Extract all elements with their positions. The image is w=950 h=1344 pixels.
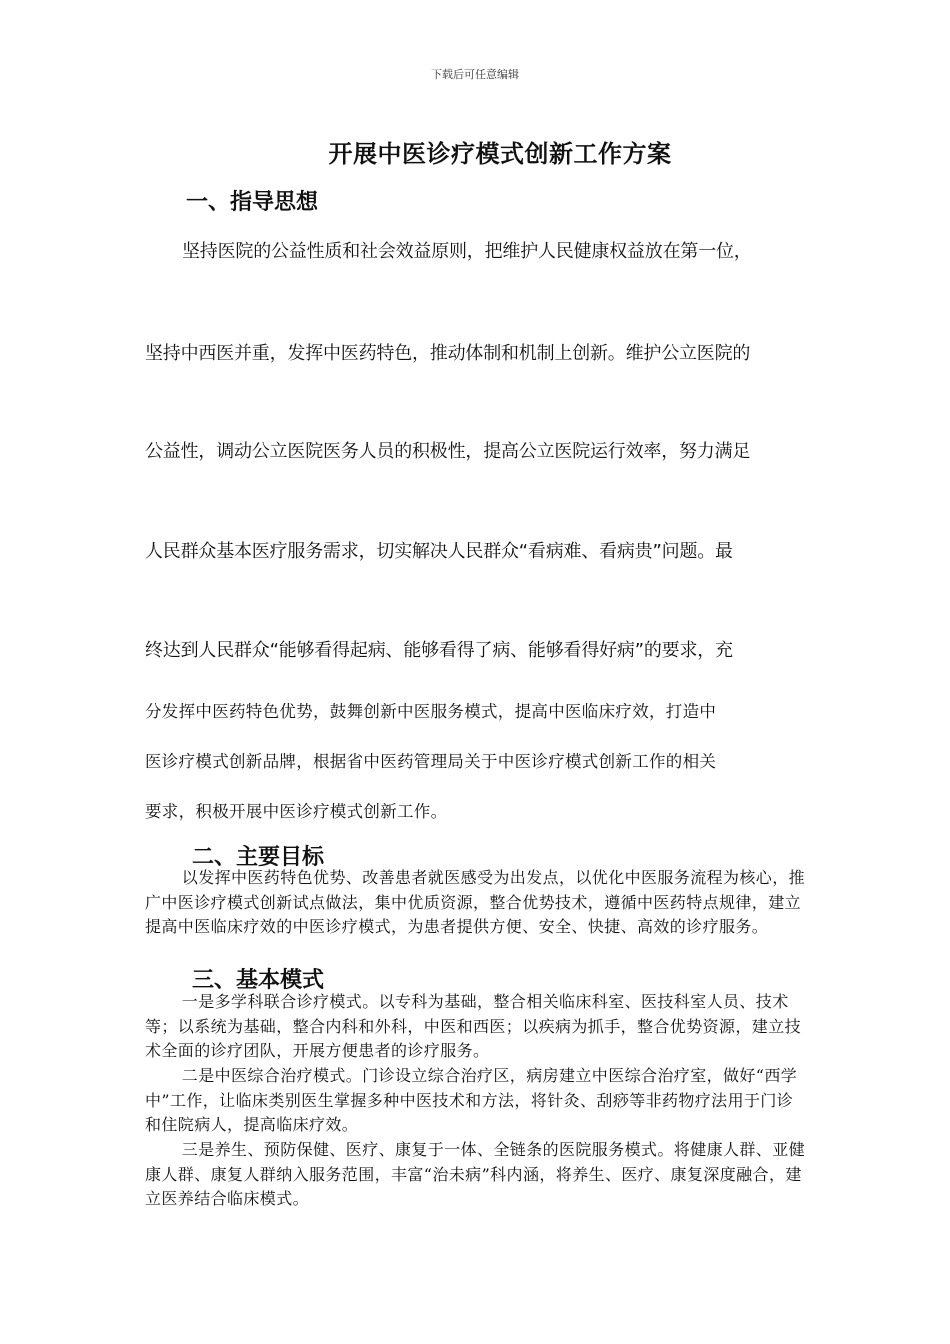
paragraph-mode-tcm-comprehensive: 二是中医综合治疗模式。门诊设立综合治疗区，病房建立中医综合治疗室，做好“西学中”工作，让临床类别医生掌握多种中医技术和方法，将针灸、刮痧等非药物疗法用于门诊和住院病人，提高临床疗效。 (145, 1066, 798, 1134)
section-heading-main-goals: 二、主要目标 (192, 845, 325, 870)
text-line: 医诊疗模式创新品牌，根据省中医药管理局关于中医诊疗模式创新工作的相关 (145, 752, 717, 771)
header-note: 下载后可任意编辑 (431, 68, 519, 81)
text-line: 坚持中西医并重，发挥中医药特色，推动体制和机制上创新。维护公立医院的 (145, 343, 751, 364)
section-heading-guiding-ideology: 一、指导思想 (186, 190, 319, 215)
paragraph-mode-multidisciplinary: 一是多学科联合诊疗模式。以专科为基础，整合相关临床科室、医技科室人员、技术等；以系统为基础，整合内科和外科，中医和西医；以疾病为抓手，整合优势资源，建立技术全面的诊疗团队，开展方便患者的诊疗服务。 (145, 992, 802, 1060)
text-line: 坚持医院的公益性质和社会效益原则，把维护人民健康权益放在第一位， (182, 241, 752, 262)
text-line: 要求，积极开展中医诊疗模式创新工作。 (145, 802, 448, 821)
document-title: 开展中医诊疗模式创新工作方案 (328, 140, 672, 168)
section-heading-basic-modes: 三、基本模式 (192, 968, 325, 993)
paragraph-mode-health-chain: 三是养生、预防保健、医疗、康复于一体、全链条的医院服务模式。将健康人群、亚健康人群、康复人群纳入服务范围，丰富“治未病”科内涵，将养生、医疗、康复深度融合，建立医养结合临床模式。 (145, 1140, 805, 1208)
text-line: 公益性，调动公立医院医务人员的积极性，提高公立医院运行效率，努力满足 (145, 441, 751, 462)
text-line: 人民群众基本医疗服务需求，切实解决人民群众“看病难、看病贵”问题。最 (145, 541, 733, 562)
text-line: 分发挥中医药特色优势，鼓舞创新中医服务模式，提高中医临床疗效，打造中 (145, 702, 717, 721)
text-line: 终达到人民群众“能够看得起病、能够看得了病、能够看得好病”的要求，充 (145, 640, 733, 661)
paragraph-main-goals: 以发挥中医药特色优势、改善患者就医感受为出发点，以优化中医服务流程为核心，推广中医诊疗模式创新试点做法，集中优质资源，整合优势技术，遵循中医药特点规律，建立提高中医临床疗效的中医诊疗模式，为患者提供方便、安全、快捷、高效的诊疗服务。 (145, 868, 805, 936)
